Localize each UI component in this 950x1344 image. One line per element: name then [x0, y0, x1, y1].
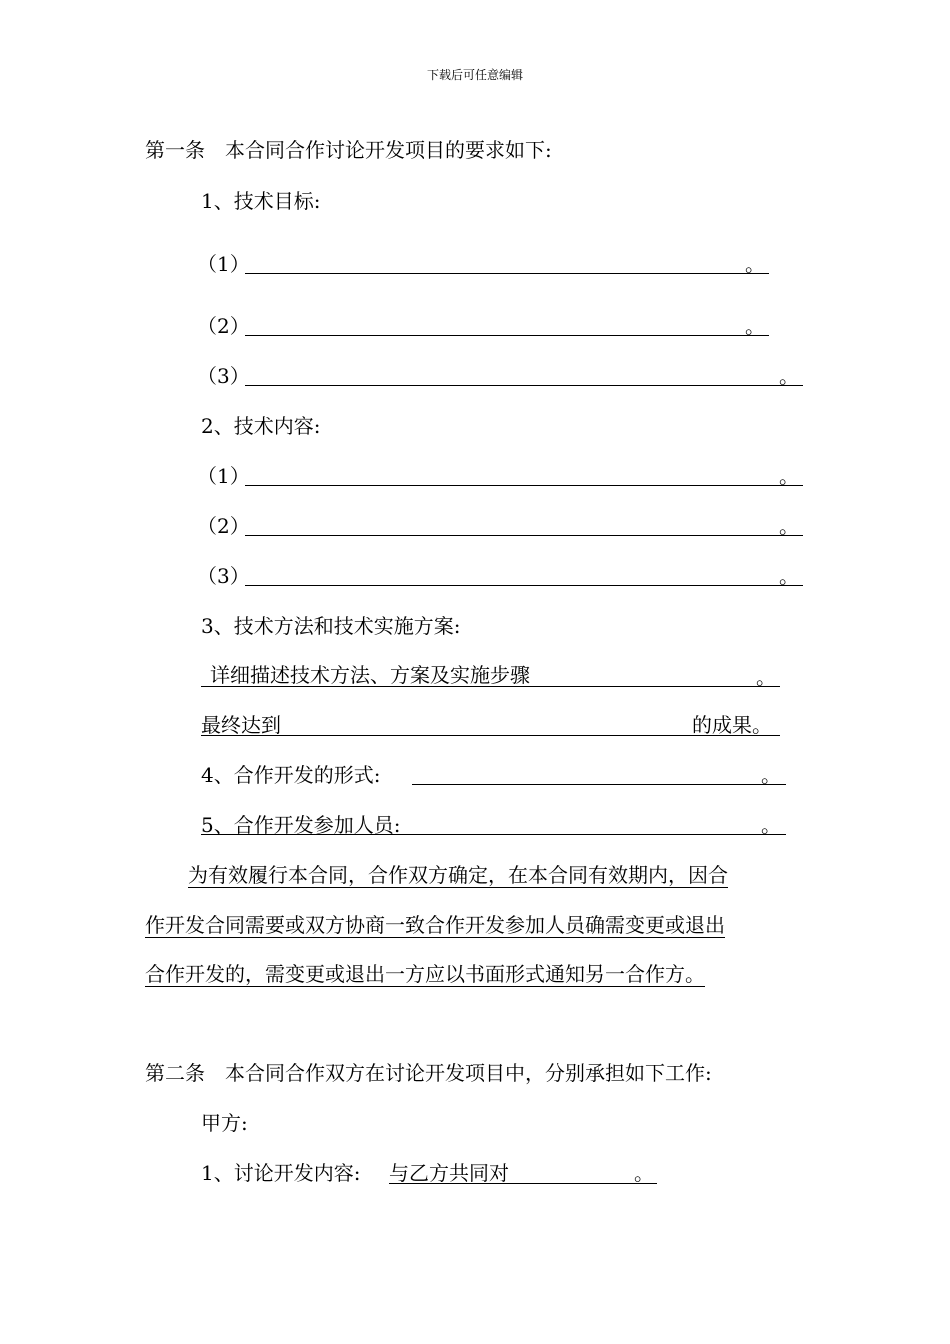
goal-1-number: （1） — [197, 252, 250, 276]
article2-title: 第二条 本合同合作双方在讨论开发项目中，分别承担如下工作: — [145, 1061, 712, 1085]
tech-content-label: 2、技术内容: — [201, 414, 321, 438]
research-content-value: 与乙方共同对 — [389, 1161, 509, 1185]
goal-3-period: 。 — [779, 364, 799, 388]
paragraph-line-1-text: 为有效履行本合同，合作双方确定，在本合同有效期内，因合 — [188, 863, 728, 887]
goal-2-number: （2） — [197, 314, 250, 338]
research-content-period: 。 — [634, 1161, 654, 1185]
content-3-blank[interactable] — [245, 585, 803, 586]
cooperation-form-label: 4、合作开发的形式: — [201, 763, 381, 787]
content-2-number: （2） — [197, 514, 250, 538]
participants-period: 。 — [761, 813, 781, 837]
paragraph-line-3 — [145, 961, 705, 987]
content-3-period: 。 — [779, 564, 799, 588]
cooperation-form-blank[interactable] — [412, 784, 786, 785]
content-1-number: （1） — [197, 464, 250, 488]
article1-title: 第一条 本合同合作讨论开发项目的要求如下: — [145, 138, 552, 162]
method-line1-underline[interactable] — [201, 686, 780, 687]
page-header: 下载后可任意编辑 — [426, 68, 523, 82]
party-a-label: 甲方: — [201, 1111, 248, 1135]
research-content-label: 1、讨论开发内容: — [201, 1161, 361, 1185]
paragraph-line-2 — [145, 912, 725, 938]
method-line1-period: 。 — [756, 665, 776, 689]
method-description: 详细描述技术方法、方案及实施步骤 — [210, 663, 530, 687]
goal-2-blank[interactable] — [245, 335, 769, 336]
content-2-period: 。 — [779, 514, 799, 538]
goal-1-blank[interactable] — [245, 273, 769, 274]
paragraph-line-2-text: 作开发合同需要或双方协商一致合作开发参加人员确需变更或退出 — [145, 913, 725, 937]
goal-3-blank[interactable] — [245, 385, 803, 386]
goal-2-period: 。 — [745, 314, 765, 338]
paragraph-line-1 — [188, 862, 728, 888]
cooperation-form-period: 。 — [761, 763, 781, 787]
goal-1-period: 。 — [745, 252, 765, 276]
content-2-blank[interactable] — [245, 535, 803, 536]
content-3-number: （3） — [197, 564, 250, 588]
content-1-period: 。 — [779, 464, 799, 488]
participants-label: 5、合作开发参加人员: — [201, 813, 401, 837]
paragraph-line-3-text: 合作开发的，需变更或退出一方应以书面形式通知另一合作方。 — [145, 962, 705, 986]
result-suffix: 的成果。 — [692, 713, 772, 737]
tech-goals-label: 1、技术目标: — [201, 189, 321, 213]
content-1-blank[interactable] — [245, 485, 803, 486]
tech-method-label: 3、技术方法和技术实施方案: — [201, 614, 461, 638]
research-content-blank[interactable] — [389, 1183, 657, 1184]
goal-3-number: （3） — [197, 364, 250, 388]
result-label: 最终达到 — [201, 713, 281, 737]
participants-blank[interactable] — [201, 834, 786, 835]
